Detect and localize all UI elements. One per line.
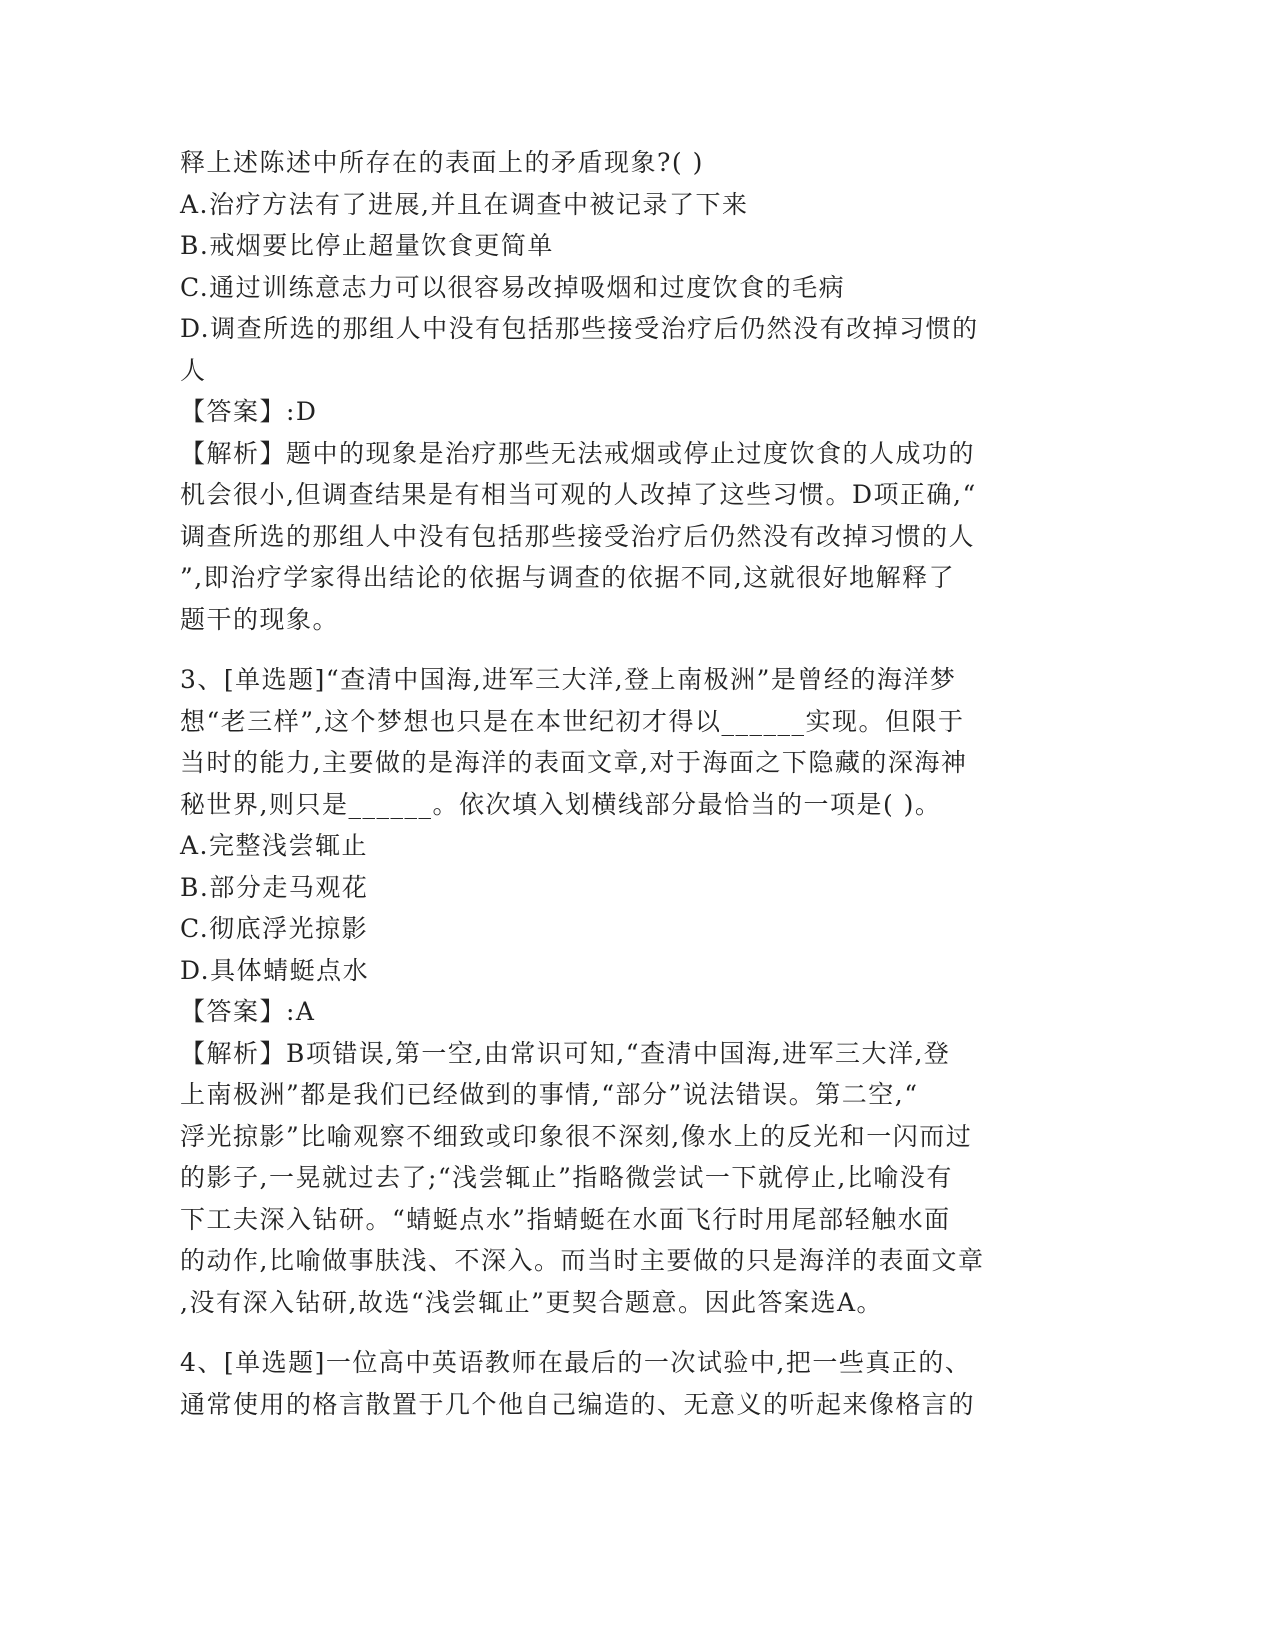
analysis-line: 机会很小,但调查结果是有相当可观的人改掉了这些习惯。D项正确,“ — [180, 480, 977, 509]
analysis-line: 上南极洲”都是我们已经做到的事情,“部分”说法错误。第二空,“ — [180, 1080, 919, 1109]
question-stem-line: 通常使用的格言散置于几个他自己编造的、无意义的听起来像格言的 — [180, 1389, 976, 1419]
question-stem-line: 4、[单选题]一位高中英语教师在最后的一次试验中,把一些真正的、 — [180, 1348, 972, 1377]
option-c: C.通过训练意志力可以很容易改掉吸烟和过度饮食的毛病 — [180, 272, 846, 302]
answer-line: 【答案】:D — [180, 397, 318, 426]
analysis-line: 的动作,比喻做事肤浅、不深入。而当时主要做的只是海洋的表面文章 — [180, 1246, 985, 1275]
question-2-tail — [180, 142, 1040, 640]
question-separator — [180, 640, 1040, 659]
option-a: A.完整浅尝辄止 — [180, 831, 369, 860]
option-b: B.部分走马观花 — [180, 872, 369, 902]
question-stem-line: 3、[单选题]“查清中国海,进军三大洋,登上南极洲”是曾经的海洋梦 — [180, 665, 957, 694]
option-d-continued: 人 — [180, 355, 207, 385]
question-separator — [180, 1323, 1040, 1342]
analysis-line: 的影子,一晃就过去了;“浅尝辄止”指略微尝试一下就停止,比喻没有 — [180, 1163, 953, 1192]
question-stem-line: 释上述陈述中所存在的表面上的矛盾现象?( ) — [180, 148, 704, 177]
question-stem-line: 当时的能力,主要做的是海洋的表面文章,对于海面之下隐藏的深海神 — [180, 748, 968, 777]
option-d: D.具体蜻蜓点水 — [180, 955, 370, 985]
option-a: A.治疗方法有了进展,并且在调查中被记录了下来 — [180, 189, 749, 219]
option-d: D.调查所选的那组人中没有包括那些接受治疗后仍然没有改掉习惯的 — [180, 314, 979, 343]
analysis-line: 调查所选的那组人中没有包括那些接受治疗后仍然没有改掉习惯的人 — [180, 521, 976, 551]
question-stem-line: 想“老三样”,这个梦想也只是在本世纪初才得以______实现。但限于 — [180, 706, 965, 736]
analysis-line: 【解析】题中的现象是治疗那些无法戒烟或停止过度饮食的人成功的 — [180, 438, 976, 468]
analysis-line: 【解析】B项错误,第一空,由常识可知,“查清中国海,进军三大洋,登 — [180, 1038, 951, 1068]
analysis-line: 题干的现象。 — [180, 604, 340, 634]
question-3 — [180, 659, 1040, 1323]
analysis-line: ”,即治疗学家得出结论的依据与调查的依据不同,这就很好地解释了 — [180, 563, 956, 592]
option-c: C.彻底浮光掠影 — [180, 914, 369, 943]
answer-line: 【答案】:A — [180, 997, 316, 1026]
analysis-line: 浮光掠影”比喻观察不细致或印象很不深刻,像水上的反光和一闪而过 — [180, 1121, 973, 1151]
question-stem-line: 秘世界,则只是______。依次填入划横线部分最恰当的一项是( )。 — [180, 789, 942, 819]
analysis-line: ,没有深入钻研,故选“浅尝辄止”更契合题意。因此答案选A。 — [180, 1287, 884, 1317]
document-page — [180, 142, 1040, 1425]
option-b: B.戒烟要比停止超量饮食更简单 — [180, 231, 554, 260]
question-4 — [180, 1342, 1040, 1425]
analysis-line: 下工夫深入钻研。“蜻蜓点水”指蜻蜓在水面飞行时用尾部轻触水面 — [180, 1204, 951, 1234]
